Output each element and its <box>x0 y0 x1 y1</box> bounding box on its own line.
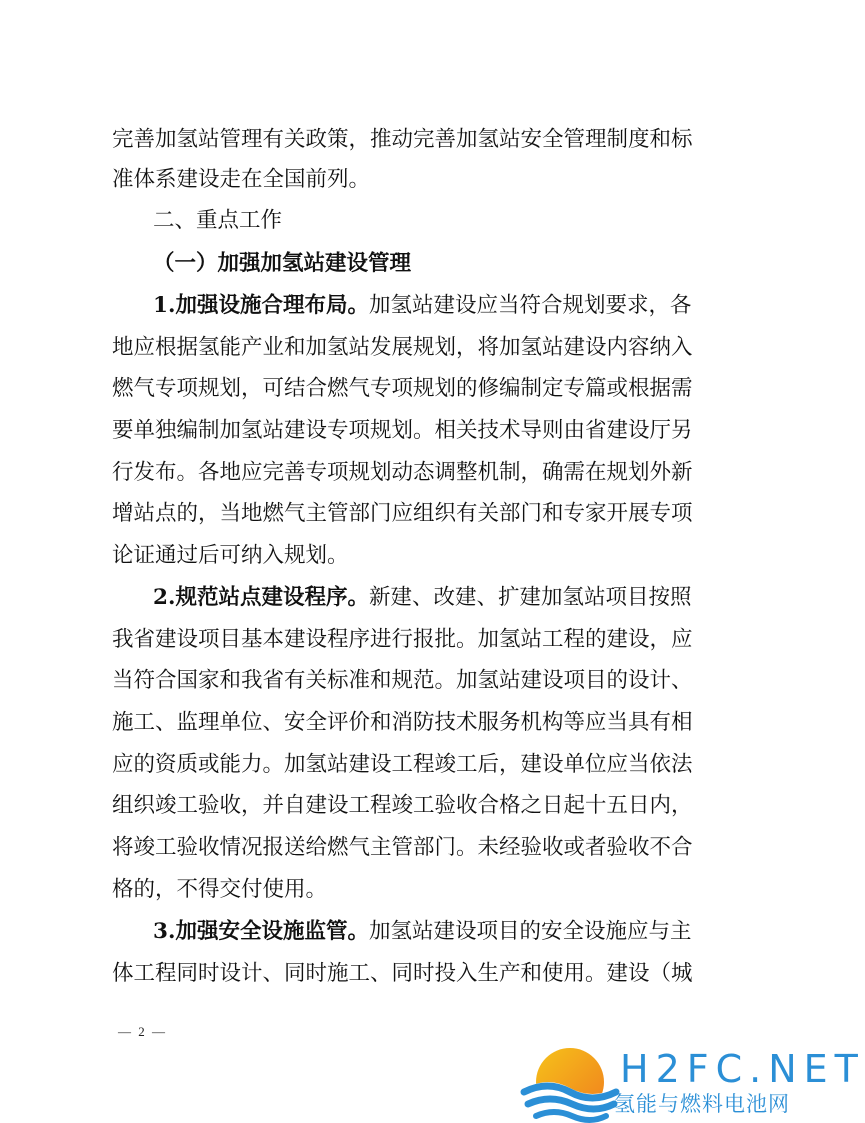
item-2-text: 新建、改建、扩建加氢站项目按照 <box>368 585 692 610</box>
body-line: 完善加氢站管理有关政策，推动完善加氢站安全管理制度和标 <box>112 127 693 152</box>
logo-subtitle: 氢能与燃料电池网 <box>614 1092 790 1116</box>
body-line: 我省建设项目基本建设程序进行报批。加氢站工程的建设，应 <box>112 627 693 652</box>
item-1-first-line <box>153 290 692 322</box>
item-2-first-line <box>153 582 692 614</box>
item-1-text: 加氢站建设应当符合规划要求，各 <box>368 293 692 318</box>
item-3-title: 3.加强安全设施监管。 <box>153 919 369 944</box>
item-3-text: 加氢站建设项目的安全设施应与主 <box>368 919 692 944</box>
body-line: 行发布。各地应完善专项规划动态调整机制，确需在规划外新 <box>112 460 693 485</box>
item-1-title: 1.加强设施合理布局。 <box>153 293 369 318</box>
body-line: 应的资质或能力。加氢站建设工程竣工后，建设单位应当依法 <box>112 752 693 777</box>
body-line: 要单独编制加氢站建设专项规划。相关技术导则由省建设厅另 <box>112 418 693 443</box>
body-line: 燃气专项规划，可结合燃气专项规划的修编制定专篇或根据需 <box>112 376 693 401</box>
body-line: 组织竣工验收，并自建设工程竣工验收合格之日起十五日内， <box>112 793 693 818</box>
page-number: — 2 — <box>118 1024 167 1039</box>
body-line: 当符合国家和我省有关标准和规范。加氢站建设项目的设计、 <box>112 668 693 693</box>
item-3-first-line <box>153 916 692 948</box>
body-line: 地应根据氢能产业和加氢站发展规划，将加氢站建设内容纳入 <box>112 335 693 360</box>
body-line: 格的，不得交付使用。 <box>112 877 328 902</box>
body-line: 体工程同时设计、同时施工、同时投入生产和使用。建设（城 <box>112 961 693 986</box>
logo-text: H2FC.NET <box>620 1047 865 1091</box>
item-2-title: 2.规范站点建设程序。 <box>153 585 369 610</box>
section-heading: 二、重点工作 <box>153 208 283 233</box>
body-line: 施工、监理单位、安全评价和消防技术服务机构等应当具有相 <box>112 710 693 735</box>
body-line: 论证通过后可纳入规划。 <box>112 543 349 568</box>
subsection-heading: （一）加强加氢站建设管理 <box>153 251 412 276</box>
body-line: 增站点的，当地燃气主管部门应组织有关部门和专家开展专项 <box>112 501 693 526</box>
body-line: 将竣工验收情况报送给燃气主管部门。未经验收或者验收不合 <box>112 835 693 860</box>
body-line: 准体系建设走在全国前列。 <box>112 167 371 192</box>
